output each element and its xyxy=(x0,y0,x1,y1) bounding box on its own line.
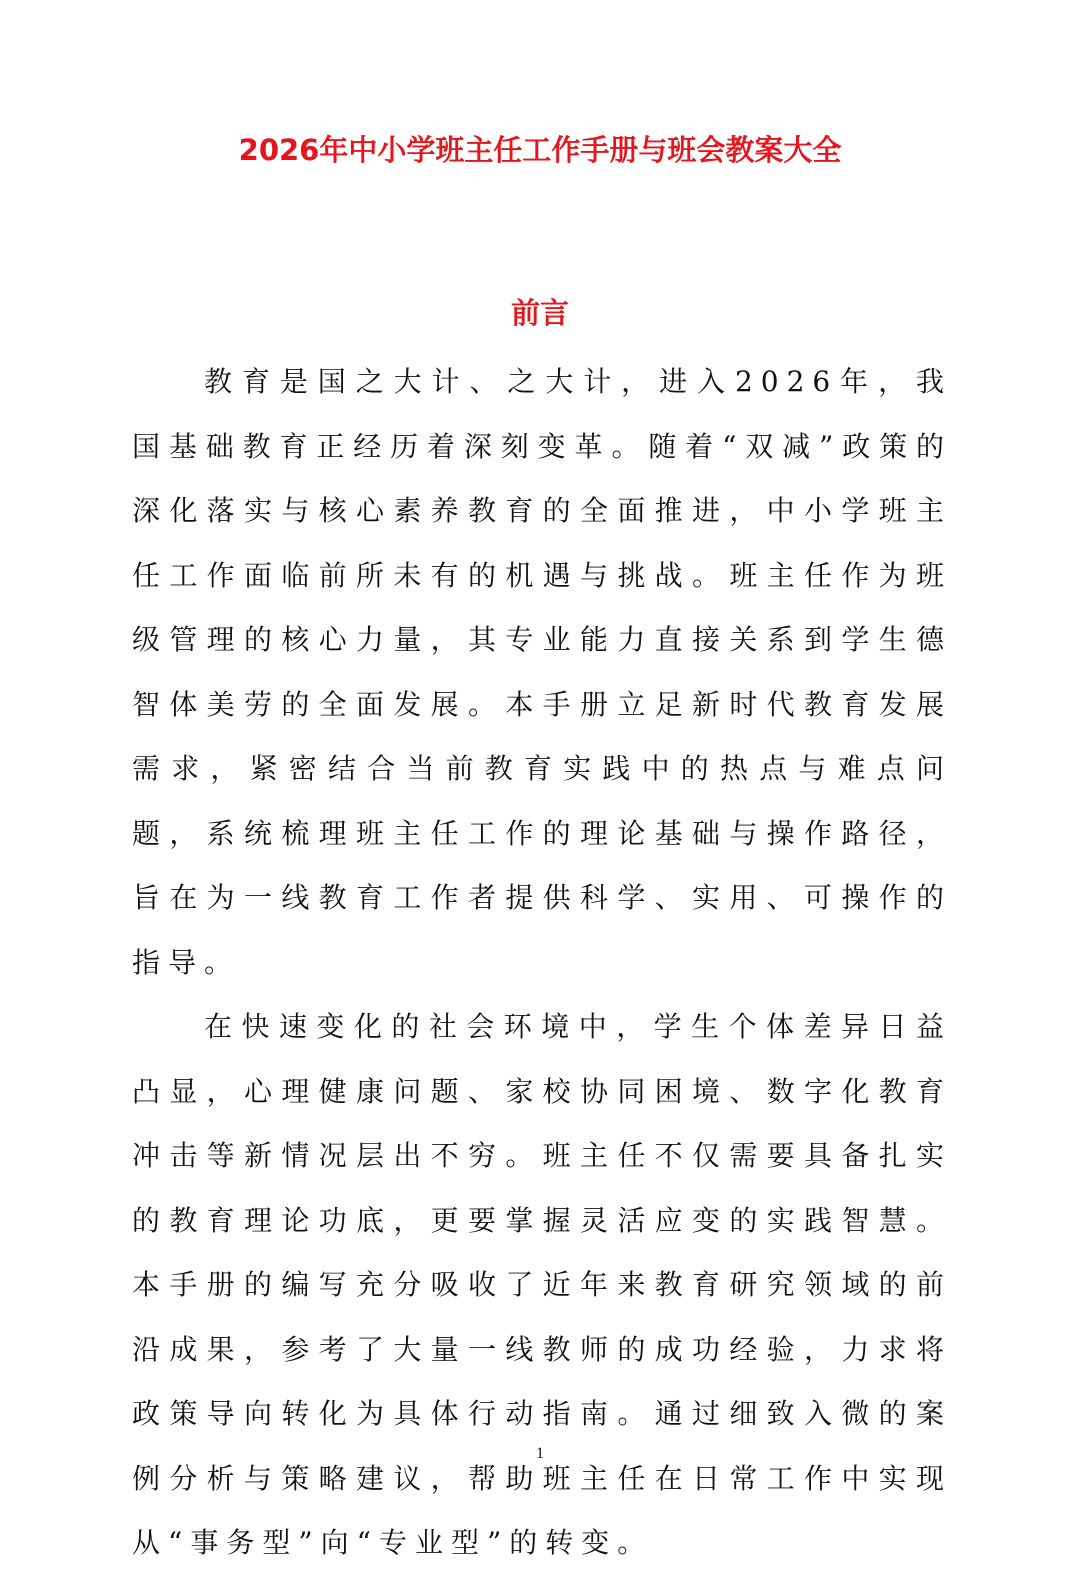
paragraph-1: 教育是国之大计、之大计，进入2026年，我国基础教育正经历着深刻变革。随着“双减”政策的深化落实与核心素养教育的全面推进，中小学班主任工作面临前所未有的机遇与挑战。班主任作为班级管理的核心力量，其专业能力直接关系到学生德智体美劳的全面发展。本手册立足新时代教育发展需求，紧密结合当前教育实践中的热点与难点问题，系统梳理班主任工作的理论基础与操作路径，旨在为一线教育工作者提供科学、实用、可操作的指导。 xyxy=(132,365,952,979)
document-title: 2026年中小学班主任工作手册与班会教案大全 xyxy=(238,133,842,167)
paragraph-2: 在快速变化的社会环境中，学生个体差异日益凸显，心理健康问题、家校协同困境、数字化教育冲击等新情况层出不穷。班主任不仅需要具备扎实的教育理论功底，更要掌握灵活应变的实践智慧。本手册的编写充分吸收了近年来教育研究领域的前沿成果，参考了大量一线教师的成功经验，力求将政策导向转化为具体行动指南。通过细致入微的案例分析与策略建议，帮助班主任在日常工作中实现从“事务型”向“专业型”的转变。 xyxy=(132,1010,952,1559)
section-heading: 前言 xyxy=(510,296,569,330)
body-text xyxy=(132,350,952,1576)
page-number: 1 xyxy=(536,1445,544,1462)
